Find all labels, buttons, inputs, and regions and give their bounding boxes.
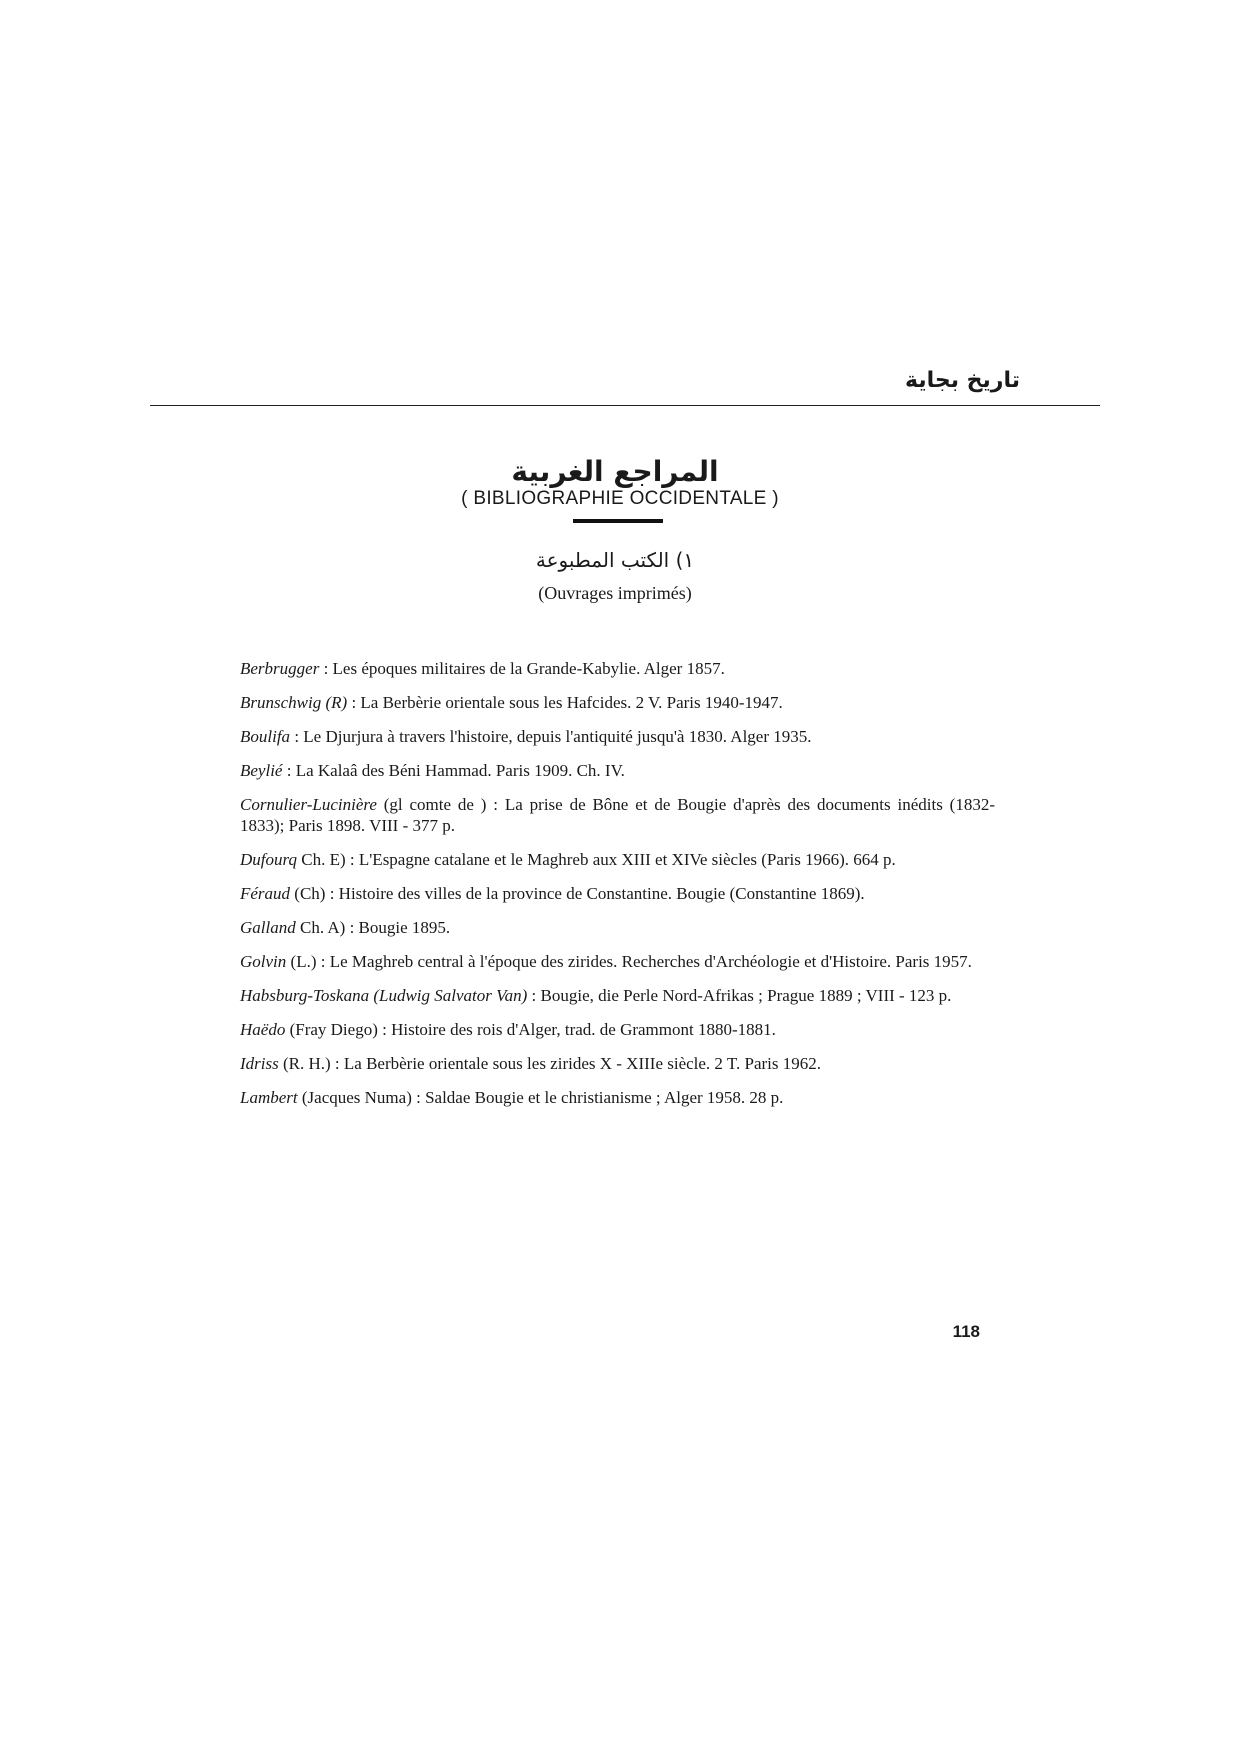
bibliography-entry xyxy=(240,726,995,747)
entry-author: Brunschwig (R) xyxy=(240,693,348,712)
entry-text: (Jacques Numa) : Saldae Bougie et le christianisme ; Alger 1958. 28 p. xyxy=(297,1088,784,1107)
running-head: تاريخ بجاية xyxy=(905,368,1020,393)
entry-text: : La Kalaâ des Béni Hammad. Paris 1909. Ch. IV. xyxy=(282,761,625,780)
bibliography-entry xyxy=(240,883,995,904)
entry-text: (L.) : Le Maghreb central à l'époque des zirides. Recherches d'Archéologie et d'Histoire. Paris 1957. xyxy=(286,952,972,971)
entry-author: Idriss xyxy=(240,1054,279,1073)
entry-author: Habsburg-Toskana (Ludwig Salvator Van) xyxy=(240,986,528,1005)
entry-author: Dufourq xyxy=(240,850,297,869)
header-rule xyxy=(150,405,1100,406)
entry-author: Boulifa xyxy=(240,727,291,746)
bibliography-entry xyxy=(240,794,995,836)
entry-author: Golvin xyxy=(240,952,287,971)
entry-text: : La Berbèrie orientale sous les Hafcides. 2 V. Paris 1940-1947. xyxy=(347,693,783,712)
entry-text: (Ch) : Histoire des villes de la province de Constantine. Bougie (Constantine 1869). xyxy=(290,884,865,903)
bibliography-entry xyxy=(240,951,995,972)
entry-author: Berbrugger xyxy=(240,659,320,678)
entry-text: : Bougie, die Perle Nord-Afrikas ; Prague 1889 ; VIII - 123 p. xyxy=(527,986,952,1005)
title-arabic: المراجع الغربية xyxy=(511,455,719,488)
entry-author: Beylié xyxy=(240,761,283,780)
entry-author: Haëdo xyxy=(240,1020,286,1039)
entry-text: : Les époques militaires de la Grande-Kabylie. Alger 1857. xyxy=(319,659,725,678)
title-underline xyxy=(573,519,663,523)
entry-author: Féraud xyxy=(240,884,291,903)
page-number: 118 xyxy=(952,1322,980,1341)
bibliography-entry xyxy=(240,760,995,781)
bibliography-entry xyxy=(240,849,995,870)
section-title-french: (Ouvrages imprimés) xyxy=(538,583,692,603)
bibliography-entry xyxy=(240,692,995,713)
entry-text: : Le Djurjura à travers l'histoire, depuis l'antiquité jusqu'à 1830. Alger 1935. xyxy=(290,727,812,746)
entry-text: Ch. A) : Bougie 1895. xyxy=(295,918,451,937)
bibliography-entry xyxy=(240,1019,995,1040)
entry-text: (Fray Diego) : Histoire des rois d'Alger, trad. de Grammont 1880-1881. xyxy=(285,1020,776,1039)
entry-author: Cornulier-Lucinière xyxy=(240,795,377,814)
entry-text: Ch. E) : L'Espagne catalane et le Maghreb aux XIII et XIVe siècles (Paris 1966). 664 p. xyxy=(297,850,896,869)
bibliography-entry xyxy=(240,985,995,1006)
bibliography-entry xyxy=(240,1087,995,1108)
bibliography-entry xyxy=(240,917,995,938)
entry-author: Lambert xyxy=(240,1088,298,1107)
entry-author: Galland xyxy=(240,918,296,937)
entry-text: (gl comte de ) : La prise de Bône et de Bougie d'après des documents inédits (1832-1833); Paris 1898. VIII - 377 p. xyxy=(240,795,995,835)
entry-text: (R. H.) : La Berbèrie orientale sous les zirides X - XIIIe siècle. 2 T. Paris 1962. xyxy=(278,1054,821,1073)
bibliography-list xyxy=(240,658,995,1121)
section-title-arabic: ١) الكتب المطبوعة xyxy=(535,548,695,572)
bibliography-entry xyxy=(240,658,995,679)
bibliography-entry xyxy=(240,1053,995,1074)
title-french: ( BIBLIOGRAPHIE OCCIDENTALE ) xyxy=(461,488,779,509)
